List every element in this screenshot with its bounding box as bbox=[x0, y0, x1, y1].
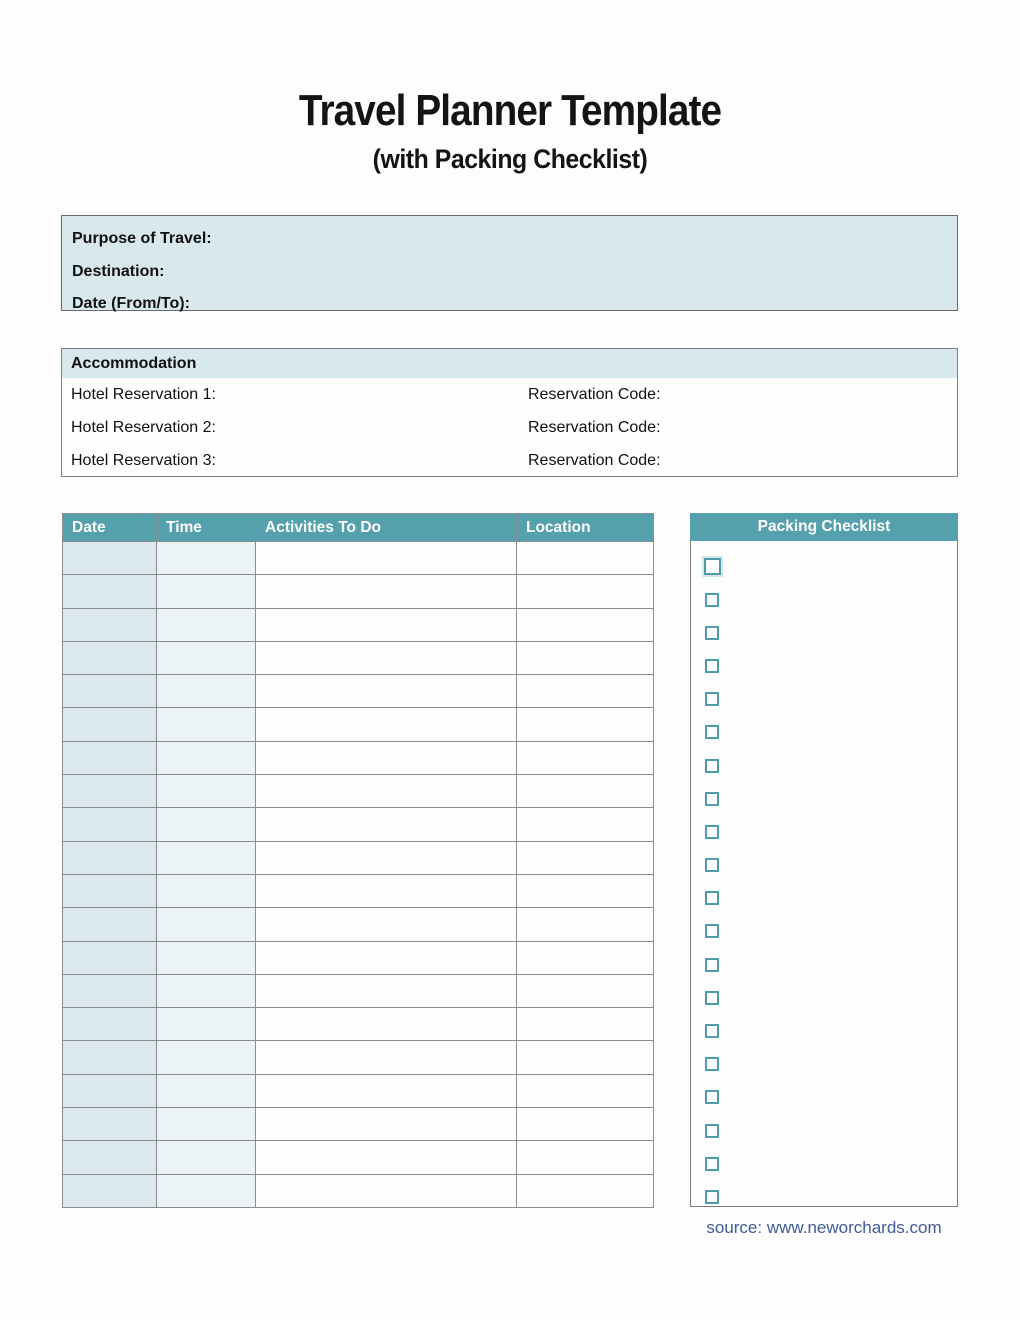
hotel-reservation-3-value[interactable] bbox=[222, 452, 302, 470]
itinerary-cell-activities[interactable] bbox=[256, 608, 517, 641]
table-row bbox=[63, 1041, 654, 1074]
itinerary-cell-date[interactable] bbox=[63, 608, 157, 641]
trip-info-row bbox=[72, 223, 957, 256]
table-row bbox=[63, 908, 654, 941]
itinerary-cell-date[interactable] bbox=[63, 841, 157, 874]
page-subtitle: (with Packing Checklist) bbox=[372, 144, 648, 174]
checklist-item bbox=[691, 815, 957, 848]
itinerary-cell-date[interactable] bbox=[63, 808, 157, 841]
table-row bbox=[63, 708, 654, 741]
itinerary-cell-date[interactable] bbox=[63, 708, 157, 741]
column-header-activities: Activities To Do bbox=[256, 514, 517, 542]
itinerary-table bbox=[62, 513, 654, 1208]
itinerary-cell-time[interactable] bbox=[157, 1041, 256, 1074]
checkbox-icon[interactable] bbox=[705, 924, 719, 938]
date-from-to-value[interactable] bbox=[196, 295, 316, 313]
itinerary-cell-time[interactable] bbox=[157, 1008, 256, 1041]
checklist-item bbox=[691, 1048, 957, 1081]
checklist-item bbox=[691, 948, 957, 981]
table-row bbox=[63, 675, 654, 708]
checklist-item bbox=[691, 1180, 957, 1213]
checkbox-icon[interactable] bbox=[705, 626, 719, 640]
checkbox-icon[interactable] bbox=[705, 1024, 719, 1038]
checkbox-icon[interactable] bbox=[705, 825, 719, 839]
itinerary-cell-date[interactable] bbox=[63, 1108, 157, 1141]
accommodation-row bbox=[62, 411, 957, 444]
table-row bbox=[63, 808, 654, 841]
itinerary-cell-location[interactable] bbox=[517, 675, 654, 708]
checklist-item bbox=[691, 782, 957, 815]
itinerary-cell-location[interactable] bbox=[517, 1008, 654, 1041]
itinerary-cell-location[interactable] bbox=[517, 1141, 654, 1174]
itinerary-cell-time[interactable] bbox=[157, 974, 256, 1007]
checkbox-icon[interactable] bbox=[705, 1190, 719, 1204]
itinerary-cell-time[interactable] bbox=[157, 1174, 256, 1207]
table-row bbox=[63, 775, 654, 808]
checkbox-icon[interactable] bbox=[705, 991, 719, 1005]
itinerary-cell-location[interactable] bbox=[517, 608, 654, 641]
table-row bbox=[63, 1074, 654, 1107]
checkbox-icon[interactable] bbox=[705, 1124, 719, 1138]
checklist-item bbox=[691, 716, 957, 749]
itinerary-cell-date[interactable] bbox=[63, 775, 157, 808]
reservation-code-3-value[interactable] bbox=[667, 452, 747, 470]
itinerary-cell-activities[interactable] bbox=[256, 675, 517, 708]
itinerary-cell-location[interactable] bbox=[517, 708, 654, 741]
itinerary-cell-time[interactable] bbox=[157, 608, 256, 641]
checklist-item bbox=[691, 650, 957, 683]
itinerary-cell-activities[interactable] bbox=[256, 1008, 517, 1041]
checkbox-icon[interactable] bbox=[705, 958, 719, 972]
itinerary-cell-location[interactable] bbox=[517, 841, 654, 874]
table-row bbox=[63, 741, 654, 774]
itinerary-cell-date[interactable] bbox=[63, 1041, 157, 1074]
itinerary-cell-time[interactable] bbox=[157, 575, 256, 608]
checkbox-icon[interactable] bbox=[704, 558, 721, 575]
hotel-reservation-2-value[interactable] bbox=[222, 419, 302, 437]
itinerary-cell-activities[interactable] bbox=[256, 874, 517, 907]
hotel-reservation-3-label: Hotel Reservation 3: bbox=[71, 451, 216, 469]
checkbox-icon[interactable] bbox=[705, 725, 719, 739]
column-header-location: Location bbox=[517, 514, 654, 542]
itinerary-cell-activities[interactable] bbox=[256, 841, 517, 874]
itinerary-cell-date[interactable] bbox=[63, 941, 157, 974]
checklist-item bbox=[691, 683, 957, 716]
itinerary-cell-activities[interactable] bbox=[256, 1174, 517, 1207]
checklist-item bbox=[691, 981, 957, 1014]
checkbox-icon[interactable] bbox=[705, 692, 719, 706]
itinerary-cell-time[interactable] bbox=[157, 874, 256, 907]
accommodation-row bbox=[62, 378, 957, 411]
packing-checklist-header: Packing Checklist bbox=[690, 513, 958, 541]
itinerary-cell-time[interactable] bbox=[157, 1074, 256, 1107]
itinerary-cell-location[interactable] bbox=[517, 542, 654, 575]
checkbox-icon[interactable] bbox=[705, 792, 719, 806]
trip-info-box bbox=[61, 215, 958, 311]
itinerary-cell-date[interactable] bbox=[63, 741, 157, 774]
table-row bbox=[63, 941, 654, 974]
table-row bbox=[63, 1108, 654, 1141]
checklist-item bbox=[691, 1114, 957, 1147]
itinerary-cell-activities[interactable] bbox=[256, 941, 517, 974]
itinerary-header-row bbox=[63, 514, 654, 542]
itinerary-cell-time[interactable] bbox=[157, 1108, 256, 1141]
column-header-date: Date bbox=[63, 514, 157, 542]
itinerary-cell-date[interactable] bbox=[63, 1174, 157, 1207]
itinerary-cell-date[interactable] bbox=[63, 641, 157, 674]
checklist-item bbox=[691, 616, 957, 649]
table-row bbox=[63, 841, 654, 874]
itinerary-cell-location[interactable] bbox=[517, 1174, 654, 1207]
itinerary-cell-location[interactable] bbox=[517, 741, 654, 774]
table-row bbox=[63, 1174, 654, 1207]
checklist-item bbox=[691, 1081, 957, 1114]
itinerary-cell-date[interactable] bbox=[63, 974, 157, 1007]
reservation-code-1-label: Reservation Code: bbox=[528, 385, 661, 403]
itinerary-cell-time[interactable] bbox=[157, 908, 256, 941]
date-from-to-label: Date (From/To): bbox=[72, 295, 190, 313]
itinerary-cell-activities[interactable] bbox=[256, 741, 517, 774]
itinerary-cell-activities[interactable] bbox=[256, 908, 517, 941]
itinerary-cell-date[interactable] bbox=[63, 1141, 157, 1174]
checkbox-icon[interactable] bbox=[705, 858, 719, 872]
itinerary-cell-date[interactable] bbox=[63, 575, 157, 608]
checklist-item bbox=[691, 749, 957, 782]
itinerary-cell-time[interactable] bbox=[157, 641, 256, 674]
itinerary-cell-date[interactable] bbox=[63, 874, 157, 907]
source-note: source: www.neworchards.com bbox=[706, 1218, 942, 1237]
itinerary-cell-location[interactable] bbox=[517, 874, 654, 907]
itinerary-cell-location[interactable] bbox=[517, 908, 654, 941]
table-row bbox=[63, 542, 654, 575]
table-row bbox=[63, 641, 654, 674]
itinerary-cell-activities[interactable] bbox=[256, 775, 517, 808]
trip-info-row bbox=[72, 256, 957, 289]
destination-label: Destination: bbox=[72, 262, 165, 280]
itinerary-cell-activities[interactable] bbox=[256, 708, 517, 741]
reservation-code-2-value[interactable] bbox=[667, 419, 747, 437]
itinerary-cell-time[interactable] bbox=[157, 808, 256, 841]
itinerary-cell-date[interactable] bbox=[63, 908, 157, 941]
itinerary-cell-location[interactable] bbox=[517, 575, 654, 608]
reservation-code-1-value[interactable] bbox=[667, 386, 747, 404]
itinerary-cell-time[interactable] bbox=[157, 675, 256, 708]
accommodation-box bbox=[61, 348, 958, 477]
table-row bbox=[63, 1008, 654, 1041]
itinerary-cell-date[interactable] bbox=[63, 542, 157, 575]
itinerary-cell-activities[interactable] bbox=[256, 1108, 517, 1141]
hotel-reservation-1-value[interactable] bbox=[222, 386, 302, 404]
itinerary-cell-location[interactable] bbox=[517, 1074, 654, 1107]
itinerary-cell-time[interactable] bbox=[157, 542, 256, 575]
checklist-item bbox=[691, 1014, 957, 1047]
itinerary-cell-location[interactable] bbox=[517, 775, 654, 808]
reservation-code-3-label: Reservation Code: bbox=[528, 451, 661, 469]
itinerary-cell-date[interactable] bbox=[63, 675, 157, 708]
itinerary-cell-activities[interactable] bbox=[256, 542, 517, 575]
checklist-item bbox=[691, 550, 957, 583]
hotel-reservation-2-label: Hotel Reservation 2: bbox=[71, 418, 216, 436]
itinerary-cell-time[interactable] bbox=[157, 741, 256, 774]
itinerary-cell-activities[interactable] bbox=[256, 1141, 517, 1174]
itinerary-cell-time[interactable] bbox=[157, 775, 256, 808]
itinerary-cell-location[interactable] bbox=[517, 1108, 654, 1141]
itinerary-cell-activities[interactable] bbox=[256, 641, 517, 674]
itinerary-cell-time[interactable] bbox=[157, 941, 256, 974]
purpose-of-travel-label: Purpose of Travel: bbox=[72, 230, 212, 248]
table-row bbox=[63, 1141, 654, 1174]
itinerary-cell-activities[interactable] bbox=[256, 808, 517, 841]
itinerary-cell-activities[interactable] bbox=[256, 1074, 517, 1107]
table-row bbox=[63, 608, 654, 641]
itinerary-cell-location[interactable] bbox=[517, 1041, 654, 1074]
packing-list bbox=[691, 541, 957, 1213]
checkbox-icon[interactable] bbox=[705, 659, 719, 673]
table-row bbox=[63, 874, 654, 907]
trip-info-row bbox=[72, 288, 957, 321]
checklist-item bbox=[691, 915, 957, 948]
itinerary-cell-location[interactable] bbox=[517, 941, 654, 974]
purpose-of-travel-value[interactable] bbox=[218, 230, 338, 248]
checkbox-icon[interactable] bbox=[705, 759, 719, 773]
itinerary-cell-time[interactable] bbox=[157, 841, 256, 874]
hotel-reservation-1-label: Hotel Reservation 1: bbox=[71, 385, 216, 403]
itinerary-cell-activities[interactable] bbox=[256, 575, 517, 608]
checklist-item bbox=[691, 583, 957, 616]
checkbox-icon[interactable] bbox=[705, 1057, 719, 1071]
table-row bbox=[63, 974, 654, 1007]
destination-value[interactable] bbox=[170, 263, 290, 281]
itinerary-cell-activities[interactable] bbox=[256, 1041, 517, 1074]
checklist-item bbox=[691, 849, 957, 882]
itinerary-cell-time[interactable] bbox=[157, 708, 256, 741]
checklist-item bbox=[691, 1147, 957, 1180]
packing-checklist-panel bbox=[690, 513, 958, 1207]
checklist-item bbox=[691, 882, 957, 915]
itinerary-cell-time[interactable] bbox=[157, 1141, 256, 1174]
itinerary-cell-location[interactable] bbox=[517, 974, 654, 1007]
column-header-time: Time bbox=[157, 514, 256, 542]
itinerary-cell-date[interactable] bbox=[63, 1074, 157, 1107]
itinerary-body bbox=[63, 542, 654, 1208]
reservation-code-2-label: Reservation Code: bbox=[528, 418, 661, 436]
itinerary-cell-location[interactable] bbox=[517, 808, 654, 841]
page-title: Travel Planner Template bbox=[298, 86, 722, 135]
itinerary-cell-location[interactable] bbox=[517, 641, 654, 674]
itinerary-cell-activities[interactable] bbox=[256, 974, 517, 1007]
accommodation-row bbox=[62, 444, 957, 477]
checkbox-icon[interactable] bbox=[705, 1157, 719, 1171]
checkbox-icon[interactable] bbox=[705, 1090, 719, 1104]
checkbox-icon[interactable] bbox=[705, 891, 719, 905]
checkbox-icon[interactable] bbox=[705, 593, 719, 607]
itinerary-cell-date[interactable] bbox=[63, 1008, 157, 1041]
table-row bbox=[63, 575, 654, 608]
accommodation-header: Accommodation bbox=[62, 349, 957, 378]
